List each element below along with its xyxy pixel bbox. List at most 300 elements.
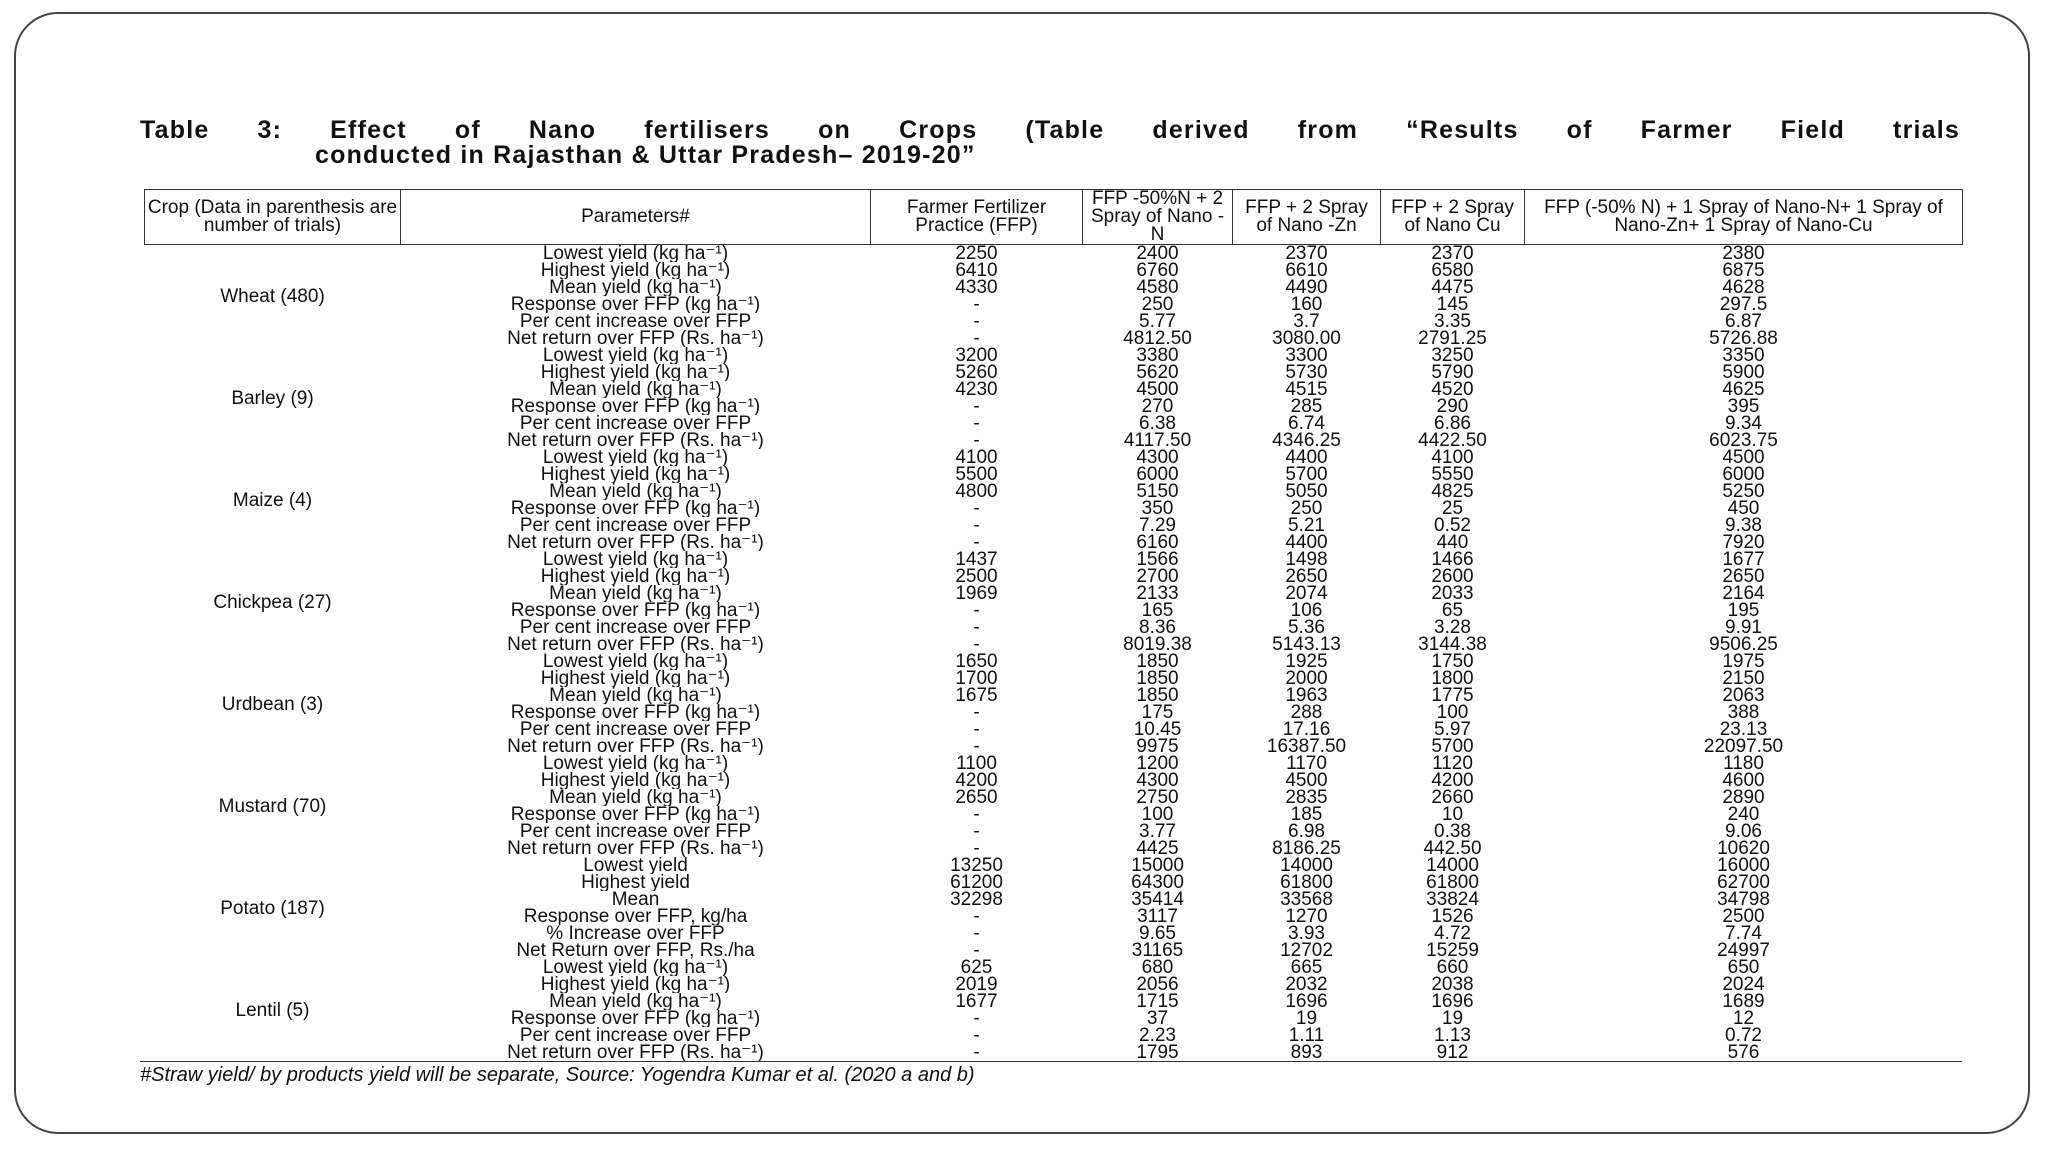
table-row	[145, 449, 1963, 466]
nano-zn-cell: 14000	[1280, 857, 1333, 874]
nano-n-cell: 3117	[1137, 908, 1178, 925]
combined-cell: 7920	[1722, 534, 1765, 551]
nano-n-cell: 64300	[1131, 874, 1184, 891]
combined-cell: 388	[1727, 704, 1760, 721]
nano-cu-cell: 5550	[1431, 466, 1474, 483]
ffp-cell: -	[973, 1044, 980, 1061]
nano-n-cell: 4300	[1136, 772, 1179, 789]
parameter-cell: Response over FFP (kg ha⁻¹)	[510, 398, 761, 415]
nano-cu-cell: 2033	[1431, 585, 1474, 602]
nano-zn-cell: 2370	[1285, 244, 1328, 262]
ffp-cell: -	[973, 942, 980, 959]
nano-cu-cell: 2660	[1431, 789, 1474, 806]
nano-cu-cell: 2791.25	[1418, 330, 1487, 347]
ffp-cell: 4230	[955, 381, 998, 398]
crop-cell: Chickpea (27)	[213, 591, 332, 613]
nano-cu-cell: 1750	[1431, 653, 1474, 670]
parameter-cell: Lowest yield (kg ha⁻¹)	[542, 244, 729, 262]
results-table	[144, 189, 1963, 1061]
nano-n-cell: 4117.50	[1123, 432, 1192, 449]
ffp-cell: 1700	[955, 670, 998, 687]
table-row	[145, 262, 1963, 279]
ffp-cell: 5500	[955, 466, 998, 483]
combined-cell: 1180	[1723, 755, 1764, 772]
combined-cell: 6023.75	[1709, 432, 1778, 449]
combined-cell: 3350	[1722, 347, 1765, 364]
nano-n-cell: 5150	[1136, 483, 1179, 500]
nano-zn-cell: 5700	[1285, 466, 1328, 483]
nano-n-cell: 6000	[1136, 466, 1179, 483]
nano-zn-cell: 285	[1290, 398, 1323, 415]
nano-n-cell: 2400	[1136, 244, 1179, 262]
combined-cell: 12	[1732, 1010, 1755, 1027]
table-row	[145, 1044, 1963, 1061]
nano-n-cell: 15000	[1131, 857, 1184, 874]
combined-cell: 22097.50	[1703, 738, 1784, 755]
nano-n-cell: 680	[1141, 959, 1174, 976]
nano-cu-cell: 1466	[1431, 551, 1474, 568]
nano-n-cell: 2.23	[1139, 1027, 1176, 1044]
table-row	[145, 976, 1963, 993]
parameter-cell: Response over FFP, kg/ha	[523, 908, 748, 925]
table-row	[145, 670, 1963, 687]
nano-zn-cell: 4490	[1285, 279, 1328, 296]
table-row	[145, 823, 1963, 840]
parameter-cell: Highest yield (kg ha⁻¹)	[540, 262, 731, 279]
nano-n-cell: 1566	[1136, 551, 1179, 568]
ffp-cell: -	[973, 415, 980, 432]
nano-zn-cell: 1963	[1285, 687, 1328, 704]
nano-n-cell: 4300	[1136, 449, 1179, 466]
ffp-cell: -	[973, 313, 980, 330]
ffp-cell: 1437	[955, 551, 998, 568]
nano-cu-cell: 4520	[1431, 381, 1474, 398]
nano-zn-cell: 17.16	[1282, 721, 1331, 738]
combined-cell: 9.06	[1725, 823, 1762, 840]
nano-n-cell: 9.65	[1139, 925, 1176, 942]
combined-cell: 6.87	[1725, 313, 1762, 330]
table-row	[145, 1027, 1963, 1044]
ffp-cell: 1100	[956, 755, 997, 772]
nano-n-cell: 2133	[1136, 585, 1179, 602]
ffp-cell: 1677	[955, 993, 998, 1010]
combined-cell: 2063	[1722, 687, 1765, 704]
nano-zn-cell: 16387.50	[1266, 738, 1347, 755]
nano-n-cell: 6.38	[1139, 415, 1176, 432]
nano-cu-cell: 440	[1436, 534, 1469, 551]
parameter-cell: Lowest yield (kg ha⁻¹)	[542, 653, 729, 670]
nano-zn-cell: 3.7	[1293, 313, 1320, 330]
combined-cell: 6875	[1722, 262, 1765, 279]
nano-zn-cell: 33568	[1280, 891, 1333, 908]
table-row	[145, 789, 1963, 806]
ffp-cell: -	[973, 517, 980, 534]
nano-zn-cell: 250	[1290, 500, 1323, 517]
nano-zn-cell: 5.36	[1288, 619, 1325, 636]
ffp-cell: 3200	[955, 347, 998, 364]
header-nano-cu: FFP + 2 Spray of Nano Cu	[1381, 190, 1525, 245]
ffp-cell: 4800	[955, 483, 998, 500]
nano-zn-cell: 106	[1290, 602, 1323, 619]
table-row	[145, 585, 1963, 602]
nano-n-cell: 250	[1141, 296, 1174, 313]
nano-n-cell: 4500	[1136, 381, 1179, 398]
table-row	[145, 551, 1963, 568]
table-row	[145, 245, 1963, 263]
nano-n-cell: 1200	[1136, 755, 1179, 772]
nano-cu-cell: 2038	[1431, 976, 1474, 993]
combined-cell: 7.74	[1725, 925, 1762, 942]
table-row	[145, 398, 1963, 415]
parameter-cell: Net return over FFP (Rs. ha⁻¹)	[507, 534, 764, 551]
ffp-cell: -	[973, 840, 980, 857]
ffp-cell: 13250	[950, 857, 1003, 874]
table-row	[145, 738, 1963, 755]
nano-zn-cell: 4515	[1285, 381, 1328, 398]
nano-cu-cell: 65	[1441, 602, 1464, 619]
nano-cu-cell: 61800	[1426, 874, 1479, 891]
nano-cu-cell: 290	[1436, 398, 1469, 415]
crop-cell: Wheat (480)	[220, 285, 325, 307]
table-row	[145, 381, 1963, 398]
nano-n-cell: 37	[1146, 1010, 1169, 1027]
combined-cell: 2380	[1722, 244, 1765, 262]
nano-n-cell: 9975	[1136, 738, 1179, 755]
nano-n-cell: 1850	[1136, 670, 1179, 687]
nano-n-cell: 8019.38	[1123, 636, 1192, 653]
table-row	[145, 483, 1963, 500]
ffp-cell: -	[973, 636, 980, 653]
combined-cell: 9506.25	[1709, 636, 1778, 653]
crop-cell: Lentil (5)	[235, 999, 310, 1021]
ffp-cell: 4100	[955, 449, 998, 466]
table-title-line1: Table 3: Effect of Nano fertilisers on Crops (Table derived from “Results of Farmer Field trials	[140, 116, 1960, 144]
parameter-cell: Mean yield (kg ha⁻¹)	[549, 279, 722, 296]
nano-n-cell: 165	[1141, 602, 1174, 619]
parameter-cell: Highest yield	[581, 874, 690, 891]
combined-cell: 9.91	[1725, 619, 1762, 636]
nano-zn-cell: 4346.25	[1272, 432, 1341, 449]
nano-n-cell: 1795	[1136, 1044, 1179, 1061]
nano-zn-cell: 6.98	[1288, 823, 1325, 840]
table-row	[145, 959, 1963, 976]
nano-cu-cell: 1775	[1431, 687, 1474, 704]
combined-cell: 4600	[1722, 772, 1765, 789]
ffp-cell: -	[973, 1010, 980, 1027]
nano-zn-cell: 1696	[1285, 993, 1328, 1010]
parameter-cell: Response over FFP (kg ha⁻¹)	[510, 806, 761, 823]
ffp-cell: -	[973, 1027, 980, 1044]
ffp-cell: 6410	[955, 262, 998, 279]
table-row	[145, 1010, 1963, 1027]
parameter-cell: Mean yield (kg ha⁻¹)	[549, 789, 722, 806]
combined-cell: 4628	[1722, 279, 1765, 296]
parameter-cell: Net return over FFP (Rs. ha⁻¹)	[507, 636, 764, 653]
nano-cu-cell: 1120	[1432, 755, 1473, 772]
ffp-cell: -	[973, 500, 980, 517]
nano-zn-cell: 61800	[1280, 874, 1333, 891]
table-row	[145, 874, 1963, 891]
nano-n-cell: 4580	[1136, 279, 1179, 296]
nano-n-cell: 35414	[1131, 891, 1184, 908]
table-row	[145, 840, 1963, 857]
table-row	[145, 721, 1963, 738]
combined-cell: 2650	[1722, 568, 1765, 585]
nano-zn-cell: 4400	[1285, 534, 1328, 551]
parameter-cell: Lowest yield (kg ha⁻¹)	[542, 551, 729, 568]
header-parameters: Parameters#	[401, 190, 871, 245]
ffp-cell: -	[973, 738, 980, 755]
nano-cu-cell: 100	[1436, 704, 1469, 721]
combined-cell: 2150	[1722, 670, 1765, 687]
crop-cell: Mustard (70)	[218, 795, 327, 817]
parameter-cell: Highest yield (kg ha⁻¹)	[540, 976, 731, 993]
nano-n-cell: 2056	[1136, 976, 1179, 993]
nano-cu-cell: 4.72	[1434, 925, 1471, 942]
combined-cell: 6000	[1722, 466, 1765, 483]
nano-zn-cell: 3300	[1285, 347, 1328, 364]
parameter-cell: Response over FFP (kg ha⁻¹)	[510, 296, 761, 313]
nano-n-cell: 5.77	[1139, 313, 1176, 330]
parameter-cell: Per cent increase over FFP	[519, 313, 752, 330]
nano-cu-cell: 4475	[1431, 279, 1474, 296]
table-row	[145, 517, 1963, 534]
table-row	[145, 330, 1963, 347]
table-row	[145, 993, 1963, 1010]
nano-cu-cell: 660	[1436, 959, 1469, 976]
nano-cu-cell: 1.13	[1434, 1027, 1471, 1044]
nano-n-cell: 6160	[1136, 534, 1179, 551]
parameter-cell: Lowest yield (kg ha⁻¹)	[542, 347, 729, 364]
table-row	[145, 279, 1963, 296]
combined-cell: 195	[1727, 602, 1760, 619]
ffp-cell: -	[973, 296, 980, 313]
nano-zn-cell: 19	[1295, 1010, 1318, 1027]
footnote: #Straw yield/ by products yield will be separate, Source: Yogendra Kumar et al. (2020 a and b)	[140, 1061, 1962, 1087]
nano-cu-cell: 33824	[1426, 891, 1479, 908]
ffp-cell: 1650	[955, 653, 998, 670]
parameter-cell: % Increase over FFP	[546, 925, 725, 942]
nano-zn-cell: 160	[1290, 296, 1323, 313]
parameter-cell: Per cent increase over FFP	[519, 619, 752, 636]
combined-cell: 1677	[1722, 551, 1765, 568]
nano-n-cell: 7.29	[1139, 517, 1176, 534]
nano-n-cell: 3380	[1136, 347, 1179, 364]
nano-cu-cell: 1800	[1431, 670, 1474, 687]
ffp-cell: 2650	[955, 789, 998, 806]
parameter-cell: Mean	[611, 891, 660, 908]
ffp-cell: 1675	[955, 687, 998, 704]
nano-cu-cell: 5700	[1431, 738, 1474, 755]
nano-n-cell: 2750	[1136, 789, 1179, 806]
ffp-cell: 61200	[950, 874, 1003, 891]
table-row	[145, 619, 1963, 636]
ffp-cell: -	[973, 704, 980, 721]
parameter-cell: Mean yield (kg ha⁻¹)	[549, 993, 722, 1010]
nano-n-cell: 8.36	[1139, 619, 1176, 636]
nano-zn-cell: 5.21	[1288, 517, 1325, 534]
parameter-cell: Response over FFP (kg ha⁻¹)	[510, 704, 761, 721]
nano-n-cell: 4812.50	[1123, 330, 1192, 347]
combined-cell: 9.38	[1725, 517, 1762, 534]
table-row	[145, 415, 1963, 432]
nano-zn-cell: 2650	[1285, 568, 1328, 585]
nano-zn-cell: 3080.00	[1272, 330, 1341, 347]
ffp-cell: 2500	[955, 568, 998, 585]
nano-cu-cell: 3250	[1431, 347, 1474, 364]
nano-cu-cell: 912	[1436, 1044, 1469, 1061]
nano-zn-cell: 1170	[1286, 755, 1327, 772]
ffp-cell: -	[973, 925, 980, 942]
nano-cu-cell: 2370	[1431, 244, 1474, 262]
nano-n-cell: 270	[1141, 398, 1174, 415]
nano-cu-cell: 19	[1441, 1010, 1464, 1027]
parameter-cell: Net return over FFP (Rs. ha⁻¹)	[507, 738, 764, 755]
nano-cu-cell: 3.35	[1434, 313, 1471, 330]
parameter-cell: Lowest yield (kg ha⁻¹)	[542, 959, 729, 976]
parameter-cell: Per cent increase over FFP	[519, 823, 752, 840]
table-row	[145, 891, 1963, 908]
nano-zn-cell: 5143.13	[1272, 636, 1341, 653]
nano-cu-cell: 4825	[1431, 483, 1474, 500]
nano-n-cell: 10.45	[1133, 721, 1182, 738]
combined-cell: 5726.88	[1709, 330, 1778, 347]
nano-cu-cell: 4200	[1431, 772, 1474, 789]
nano-zn-cell: 4500	[1285, 772, 1328, 789]
parameter-cell: Lowest yield (kg ha⁻¹)	[542, 755, 729, 772]
table-row	[145, 364, 1963, 381]
crop-cell: Potato (187)	[220, 897, 325, 919]
nano-n-cell: 1850	[1136, 687, 1179, 704]
table-row	[145, 568, 1963, 585]
table-row	[145, 687, 1963, 704]
table-row	[145, 653, 1963, 670]
parameter-cell: Highest yield (kg ha⁻¹)	[540, 670, 731, 687]
parameter-cell: Mean yield (kg ha⁻¹)	[549, 381, 722, 398]
ffp-cell: -	[973, 534, 980, 551]
table-row	[145, 925, 1963, 942]
nano-zn-cell: 2835	[1285, 789, 1328, 806]
nano-n-cell: 4425	[1136, 840, 1179, 857]
ffp-cell: 2019	[955, 976, 998, 993]
ffp-cell: -	[973, 806, 980, 823]
ffp-cell: -	[973, 721, 980, 738]
crop-cell: Urdbean (3)	[221, 693, 324, 715]
nano-cu-cell: 25	[1441, 500, 1464, 517]
nano-zn-cell: 12702	[1280, 942, 1333, 959]
nano-cu-cell: 15259	[1426, 942, 1479, 959]
header-row	[145, 190, 1963, 245]
nano-n-cell: 3.77	[1139, 823, 1176, 840]
nano-cu-cell: 10	[1441, 806, 1464, 823]
table-row	[145, 806, 1963, 823]
table-row	[145, 296, 1963, 313]
parameter-cell: Net return over FFP (Rs. ha⁻¹)	[507, 840, 764, 857]
combined-cell: 10620	[1717, 840, 1770, 857]
combined-cell: 2164	[1722, 585, 1765, 602]
parameter-cell: Lowest yield (kg ha⁻¹)	[542, 449, 729, 466]
nano-zn-cell: 5050	[1285, 483, 1328, 500]
nano-n-cell: 2700	[1136, 568, 1179, 585]
parameter-cell: Lowest yield	[583, 857, 688, 874]
nano-cu-cell: 14000	[1426, 857, 1479, 874]
parameter-cell: Per cent increase over FFP	[519, 415, 752, 432]
nano-zn-cell: 288	[1290, 704, 1323, 721]
table-row	[145, 602, 1963, 619]
nano-zn-cell: 665	[1290, 959, 1323, 976]
table-row	[145, 857, 1963, 874]
nano-zn-cell: 5730	[1285, 364, 1328, 381]
ffp-cell: 4200	[955, 772, 998, 789]
nano-cu-cell: 145	[1436, 296, 1469, 313]
ffp-cell: 4330	[955, 279, 998, 296]
parameter-cell: Highest yield (kg ha⁻¹)	[540, 364, 731, 381]
parameter-cell: Net return over FFP (Rs. ha⁻¹)	[507, 330, 764, 347]
nano-cu-cell: 4100	[1431, 449, 1474, 466]
table-row	[145, 466, 1963, 483]
parameter-cell: Per cent increase over FFP	[519, 721, 752, 738]
crop-cell: Maize (4)	[232, 489, 313, 511]
parameter-cell: Net Return over FFP, Rs./ha	[516, 942, 755, 959]
ffp-cell: -	[973, 432, 980, 449]
parameter-cell: Response over FFP (kg ha⁻¹)	[510, 602, 761, 619]
combined-cell: 297.5	[1719, 296, 1768, 313]
parameter-cell: Response over FFP (kg ha⁻¹)	[510, 500, 761, 517]
nano-n-cell: 100	[1141, 806, 1174, 823]
ffp-cell: -	[973, 602, 980, 619]
combined-cell: 2500	[1722, 908, 1765, 925]
parameter-cell: Mean yield (kg ha⁻¹)	[549, 585, 722, 602]
nano-zn-cell: 8186.25	[1272, 840, 1341, 857]
parameter-cell: Highest yield (kg ha⁻¹)	[540, 568, 731, 585]
nano-cu-cell: 0.38	[1434, 823, 1471, 840]
table-row	[145, 636, 1963, 653]
combined-cell: 450	[1727, 500, 1760, 517]
nano-n-cell: 1715	[1136, 993, 1179, 1010]
nano-cu-cell: 1696	[1431, 993, 1474, 1010]
table-row	[145, 432, 1963, 449]
nano-cu-cell: 0.52	[1434, 517, 1471, 534]
ffp-cell: -	[973, 908, 980, 925]
table-row	[145, 755, 1963, 772]
table-row	[145, 942, 1963, 959]
nano-zn-cell: 3.93	[1288, 925, 1325, 942]
combined-cell: 0.72	[1725, 1027, 1762, 1044]
nano-n-cell: 5620	[1136, 364, 1179, 381]
nano-zn-cell: 4400	[1285, 449, 1328, 466]
ffp-cell: -	[973, 823, 980, 840]
header-nano-n: FFP -50%N + 2 Spray of Nano -N	[1083, 190, 1233, 245]
nano-cu-cell: 2600	[1431, 568, 1474, 585]
parameter-cell: Per cent increase over FFP	[519, 1027, 752, 1044]
table-row	[145, 908, 1963, 925]
combined-cell: 5250	[1722, 483, 1765, 500]
ffp-cell: 32298	[950, 891, 1003, 908]
nano-n-cell: 350	[1141, 500, 1174, 517]
combined-cell: 4500	[1722, 449, 1765, 466]
table-row	[145, 704, 1963, 721]
combined-cell: 576	[1727, 1044, 1760, 1061]
nano-zn-cell: 1925	[1285, 653, 1328, 670]
header-ffp: Farmer Fertilizer Practice (FFP)	[871, 190, 1083, 245]
nano-cu-cell: 3.28	[1434, 619, 1471, 636]
combined-cell: 4625	[1722, 381, 1765, 398]
crop-cell: Barley (9)	[231, 387, 314, 409]
header-combined: FFP (-50% N) + 1 Spray of Nano-N+ 1 Spray of Nano-Zn+ 1 Spray of Nano-Cu	[1525, 190, 1963, 245]
combined-cell: 34798	[1717, 891, 1770, 908]
combined-cell: 62700	[1717, 874, 1770, 891]
nano-cu-cell: 442.50	[1423, 840, 1482, 857]
